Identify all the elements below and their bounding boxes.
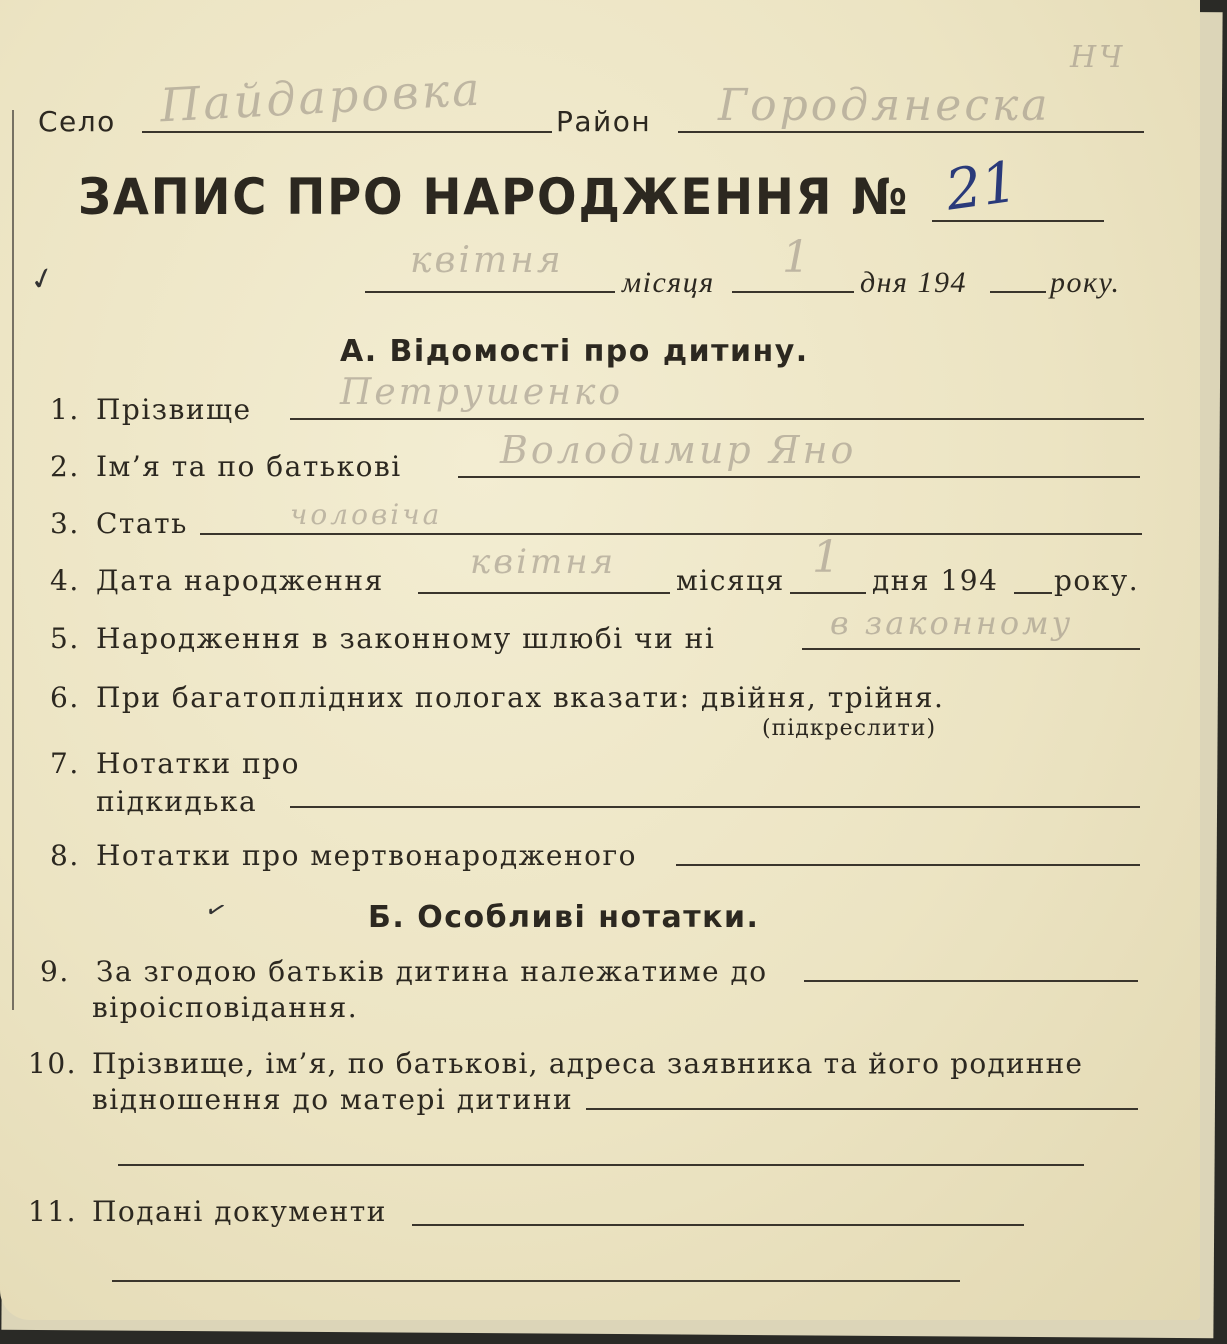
date-line-year	[990, 291, 1046, 293]
item-3-number: 3.	[50, 507, 80, 540]
date-line-month	[365, 291, 615, 293]
item-10-label-2: відношення до матері дитини	[92, 1083, 574, 1116]
check-mark-icon: ✓	[25, 259, 60, 300]
item-4-day-handwriting: 1	[812, 532, 843, 583]
item-8-line	[676, 864, 1140, 866]
district-line	[678, 131, 1144, 133]
item-2-label: Ім’я та по батькові	[96, 450, 402, 483]
item-4-day-line	[790, 592, 866, 594]
tick-mark-icon: ✓	[201, 893, 231, 927]
item-1-label: Прізвище	[96, 393, 252, 426]
item-9-number: 9.	[40, 955, 70, 988]
item-11-label: Подані документи	[92, 1195, 387, 1228]
item-2-handwriting: Володимир Яно	[500, 428, 857, 472]
item-10-label: Прізвище, ім’я, по батькові, адреса заявника та його родинне	[92, 1047, 1084, 1080]
item-10-line-2	[118, 1164, 1084, 1166]
item-7-number: 7.	[50, 747, 80, 780]
village-line	[142, 131, 552, 133]
village-handwriting: Пайдаровка	[158, 61, 484, 133]
form-title: ЗАПИС ПРО НАРОДЖЕННЯ №	[78, 168, 910, 226]
item-6-number: 6.	[50, 681, 80, 714]
item-5-number: 5.	[50, 622, 80, 655]
item-7-label-2: підкидька	[96, 785, 258, 818]
item-10-line-1	[586, 1108, 1138, 1110]
item-1-handwriting: Петрушенко	[340, 372, 624, 413]
item-5-line	[802, 648, 1140, 650]
item-6-label: При багатоплідних пологах вказати: двійня, трійня.	[96, 681, 945, 714]
item-11-line-2	[112, 1280, 960, 1282]
item-6-note: (підкреслити)	[762, 716, 937, 741]
item-7-label: Нотатки про	[96, 747, 300, 780]
item-8-label: Нотатки про мертвонародженого	[96, 839, 637, 872]
district-handwriting: Городянеска	[718, 80, 1051, 131]
item-10-number: 10.	[28, 1047, 78, 1080]
item-4-month-handwriting: квітня	[470, 542, 617, 582]
item-9-label: За згодою батьків дитина належатиме до	[96, 955, 768, 988]
item-1-line	[290, 418, 1144, 420]
item-3-line	[200, 533, 1142, 535]
date-year-label: року.	[1050, 266, 1121, 299]
item-1-number: 1.	[50, 393, 80, 426]
item-3-handwriting: чоловіча	[290, 498, 443, 531]
item-3-label: Стать	[96, 507, 188, 540]
item-7-line	[290, 806, 1140, 808]
item-4-number: 4.	[50, 564, 80, 597]
left-fold-edge	[12, 110, 14, 1010]
item-9-label-2: віроісповідання.	[92, 991, 359, 1024]
record-number: 21	[941, 149, 1022, 224]
item-4-year-label: року.	[1054, 564, 1140, 597]
item-4-label: Дата народження	[96, 564, 384, 597]
item-5-handwriting: в законному	[830, 604, 1074, 642]
section-b-heading: Б. Особливі нотатки.	[368, 900, 760, 935]
district-label: Район	[556, 105, 652, 138]
item-2-line	[458, 476, 1140, 478]
item-4-month-label: місяця	[676, 564, 785, 597]
date-day-handwriting: 1	[782, 232, 813, 283]
item-4-day-label: дня 194	[872, 564, 999, 597]
item-9-line	[804, 980, 1138, 982]
item-4-year-line	[1014, 592, 1052, 594]
date-line-day	[732, 291, 854, 293]
date-month-label: місяця	[622, 266, 715, 299]
corner-mark: НЧ	[1070, 40, 1126, 75]
village-label: Село	[38, 105, 116, 138]
item-4-month-line	[418, 592, 670, 594]
item-5-label: Народження в законному шлюбі чи ні	[96, 622, 716, 655]
section-a-heading: А. Відомості про дитину.	[340, 334, 809, 369]
item-8-number: 8.	[50, 839, 80, 872]
item-11-line-1	[412, 1224, 1024, 1226]
item-2-number: 2.	[50, 450, 80, 483]
item-11-number: 11.	[28, 1195, 78, 1228]
date-month-handwriting: квітня	[410, 240, 564, 281]
date-day-label: дня 194	[860, 266, 968, 299]
